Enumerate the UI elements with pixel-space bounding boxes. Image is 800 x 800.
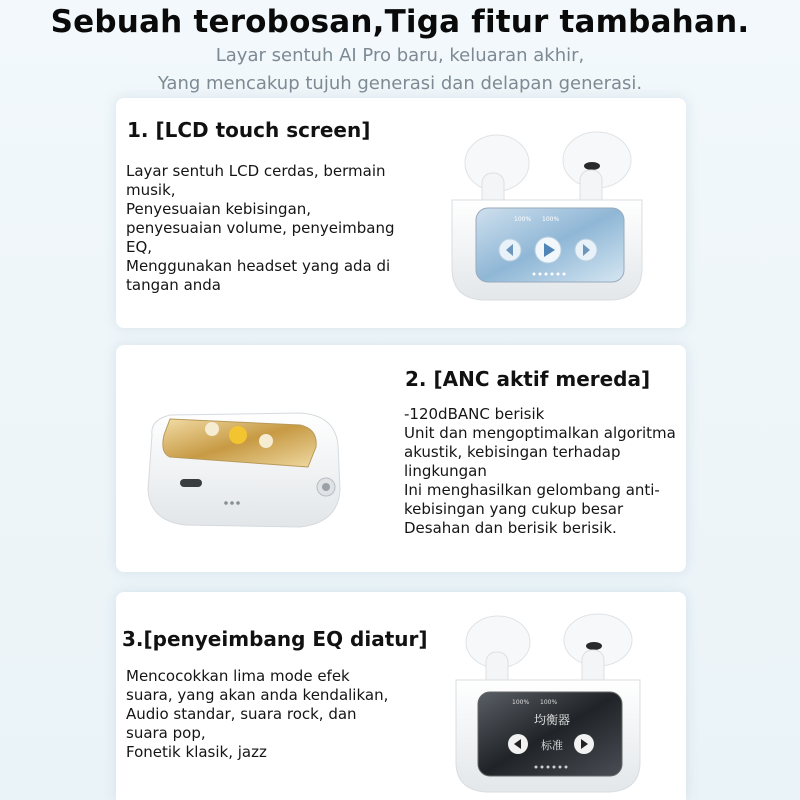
feature-body-anc: -120dBANC berisik Unit dan mengoptimalkan algoritma akustik, kebisingan terhadap lingkungan Ini menghasilkan gelombang anti- kebisingan yang cukup besar Desahan dan berisik berisik.	[404, 405, 676, 537]
svg-text:100%: 100%	[540, 699, 558, 706]
page-headline: Sebuah terobosan,Tiga fitur tambahan.	[50, 4, 750, 40]
svg-text:100%: 100%	[512, 699, 530, 706]
subtitle-line-1: Layar sentuh AI Pro baru, keluaran akhir,	[215, 45, 585, 66]
subtitle-line-2: Yang mencakup tujuh generasi dan delapan generasi.	[157, 73, 643, 94]
svg-text:标准: 标准	[541, 739, 563, 752]
feature-title-eq: 3.[penyeimbang EQ diatur]	[122, 627, 428, 651]
earbuds-case-touchscreen-image	[442, 128, 652, 313]
feature-body-lcd: Layar sentuh LCD cerdas, bermain musik, Penyesuaian kebisingan, penyesuaian volume, penyeimbang EQ, Menggunakan headset yang ada di tangan anda	[126, 162, 395, 294]
feature-title-lcd: 1. [LCD touch screen]	[127, 118, 371, 142]
svg-text:100%: 100%	[542, 216, 560, 223]
earbuds-case-gold-screen-image	[140, 395, 350, 540]
feature-body-eq: Mencocokkan lima mode efek suara, yang akan anda kendalikan, Audio standar, suara rock, dan suara pop, Fonetik klasik, jazz	[126, 667, 389, 761]
svg-text:100%: 100%	[514, 216, 532, 223]
feature-title-anc: 2. [ANC aktif mereda]	[405, 367, 651, 391]
svg-text:均衡器: 均衡器	[533, 713, 571, 727]
earbuds-case-eq-screen-image	[448, 612, 648, 798]
